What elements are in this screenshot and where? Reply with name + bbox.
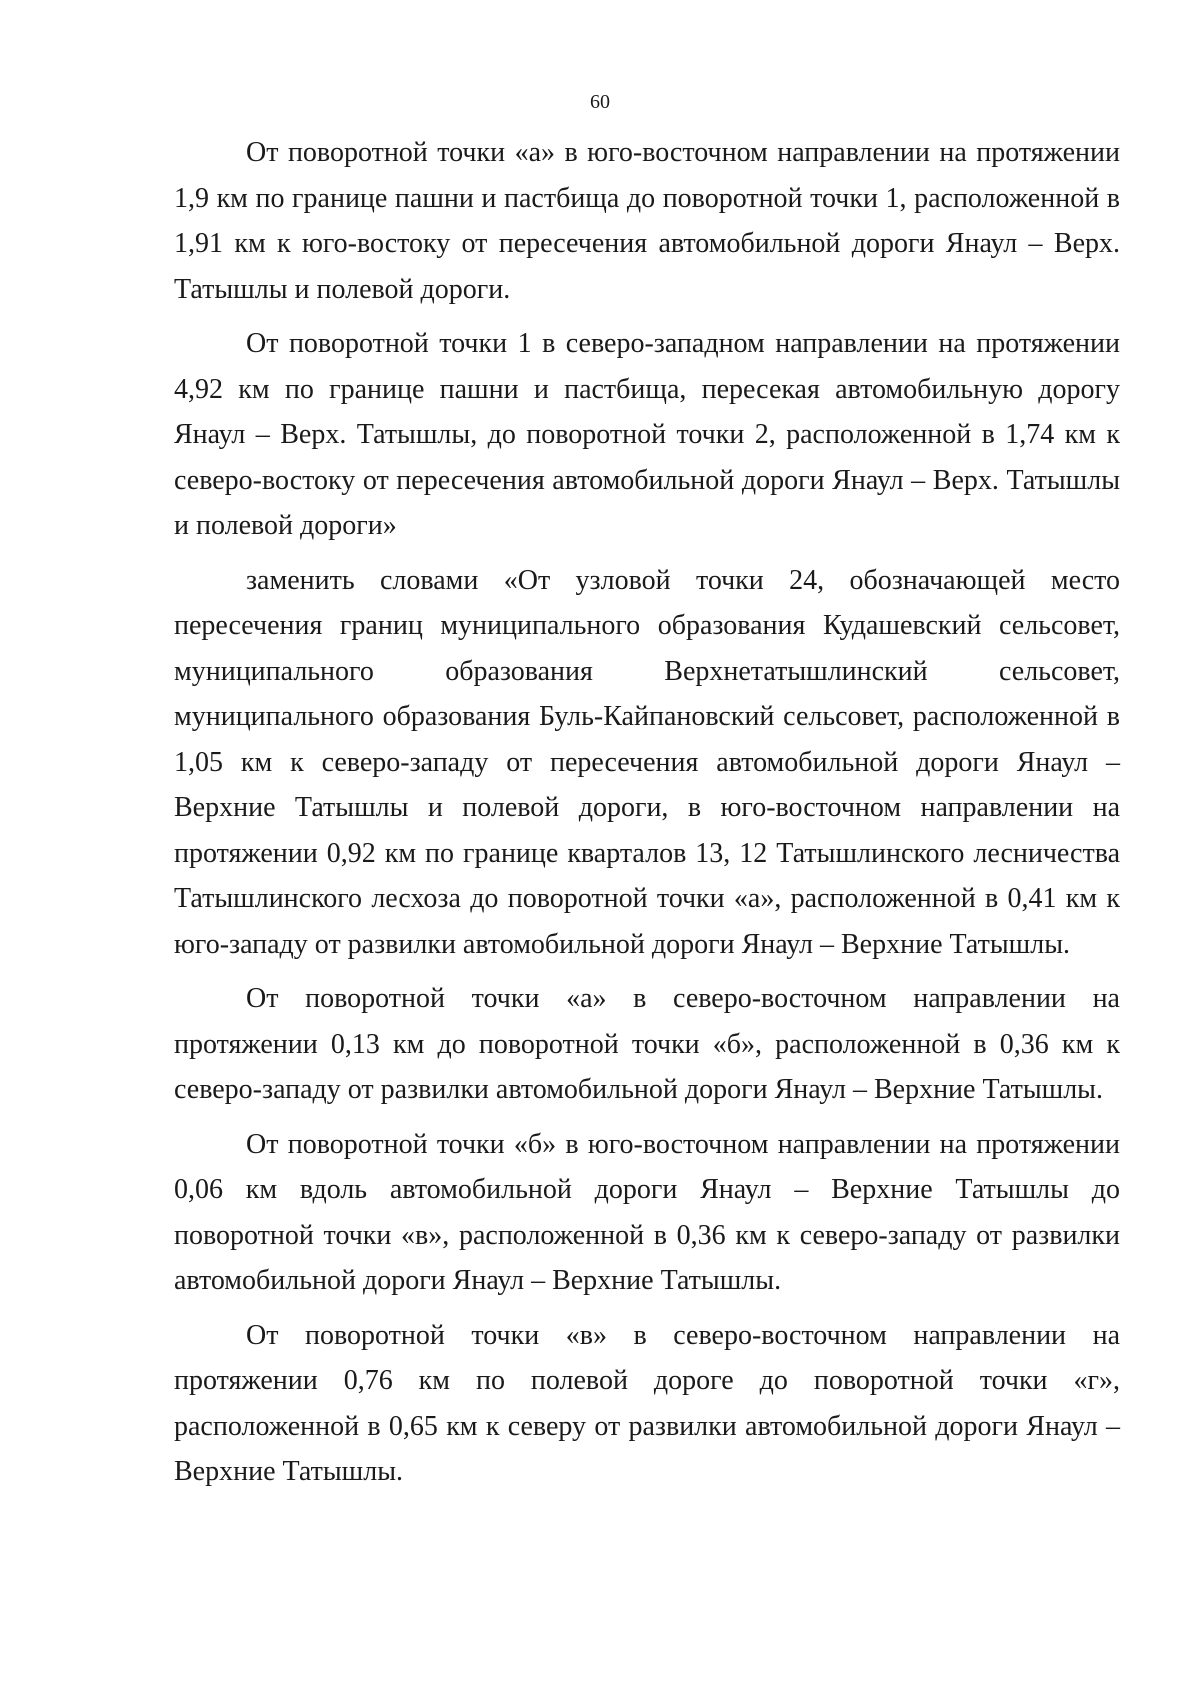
paragraph-5: От поворотной точки «б» в юго-восточном направлении на протяжении 0,06 км вдоль автомобильной дороги Янаул – Верхние Татышлы до поворотной точки «в», расположенной в 0,36 км к северо-западу от развилки автомобильной дороги Янаул – Верхние Татышлы. — [174, 1128, 1120, 1296]
paragraph-1: От поворотной точки «а» в юго-восточном направлении на протяжении 1,9 км по границе пашни и пастбища до поворотной точки 1, расположенной в 1,91 км к юго-востоку от пересечения автомобильной дороги Янаул – Верх. Татышлы и полевой дороги. — [174, 137, 1120, 305]
paragraph-3: заменить словами «От узловой точки 24, обозначающей место пересечения границ муниципального образования Кудашевский сельсовет, муниципального образования Верхнетатышлинский сельсовет, муниципального образования Буль-Кайпановский сельсовет, расположенной в 1,05 км к северо-западу от пересечения автомобильной дороги Янаул – Верхние Татышлы и полевой дороги, в юго-восточном направлении на протяжении 0,92 км по границе кварталов 13, 12 Татышлинского лесничества Татышлинского лесхоза до поворотной точки «а», расположенной в 0,41 км к юго-западу от развилки автомобильной дороги Янаул – Верхние Татышлы. — [174, 564, 1120, 960]
paragraph-4: От поворотной точки «а» в северо-восточном направлении на протяжении 0,13 км до поворотной точки «б», расположенной в 0,36 км к северо-западу от развилки автомобильной дороги Янаул – Верхние Татышлы. — [174, 983, 1120, 1105]
paragraph-2: От поворотной точки 1 в северо-западном направлении на протяжении 4,92 км по границе пашни и пастбища, пересекая автомобильную дорогу Янаул – Верх. Татышлы, до поворотной точки 2, расположенной в 1,74 км к северо-востоку от пересечения автомобильной дороги Янаул – Верх. Татышлы и полевой дороги» — [174, 328, 1120, 541]
page-number: 60 — [590, 91, 610, 113]
paragraph-6: От поворотной точки «в» в северо-восточном направлении на протяжении 0,76 км по полевой дороге до поворотной точки «г», расположенной в 0,65 км к северу от развилки автомобильной дороги Янаул – Верхние Татышлы. — [174, 1319, 1120, 1487]
document-body — [174, 130, 1120, 1504]
